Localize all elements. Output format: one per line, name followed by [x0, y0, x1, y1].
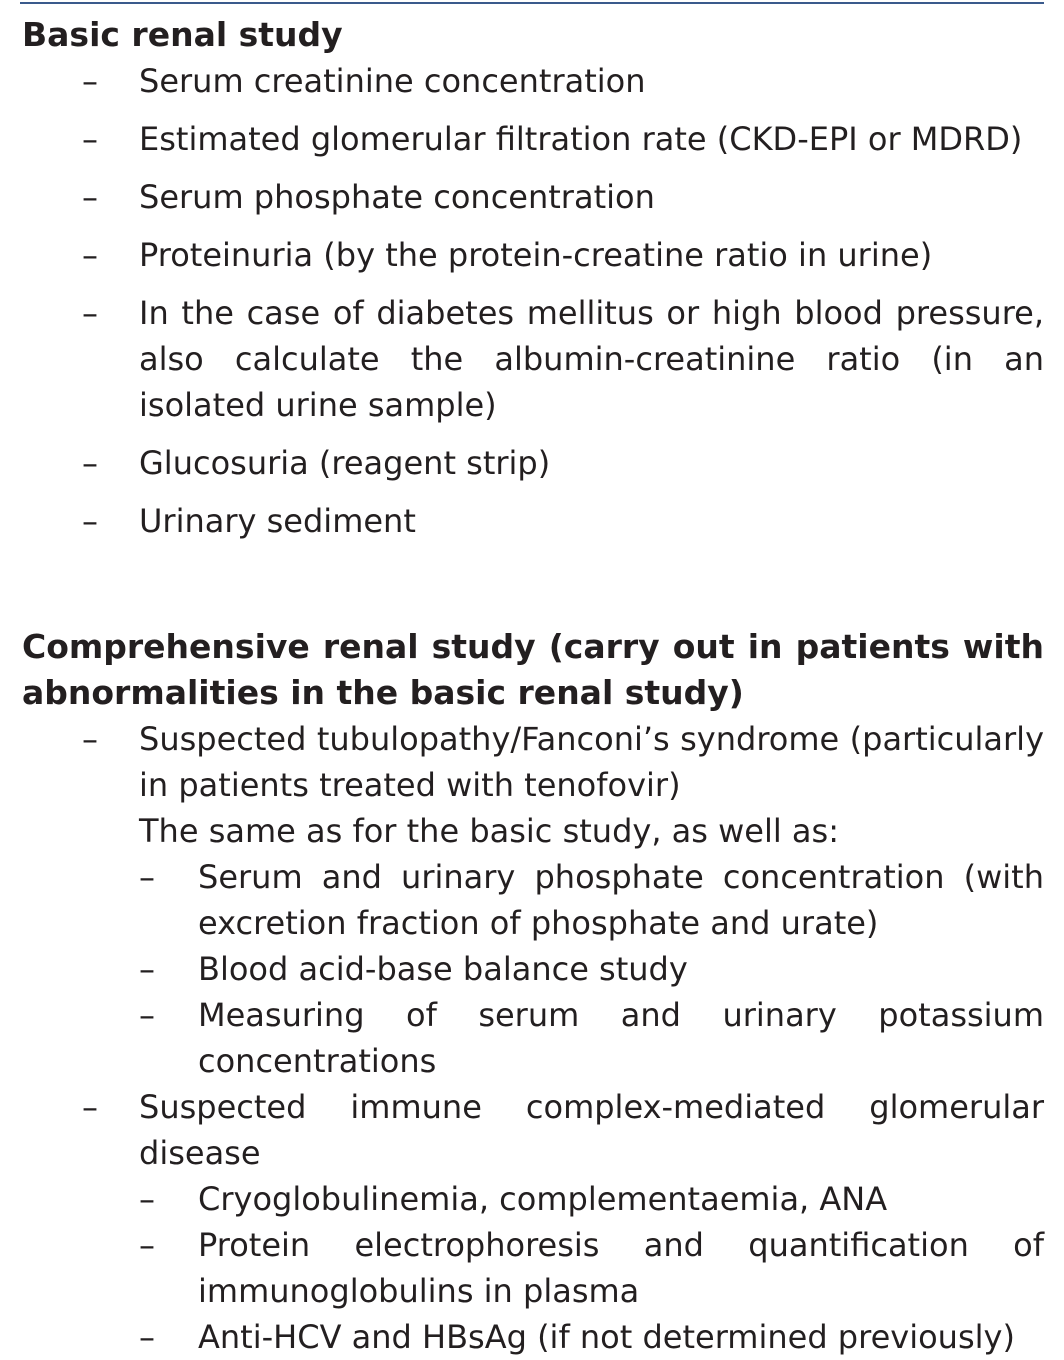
list-item-text: Glucosuria (reagent strip): [139, 444, 551, 482]
dash-bullet: –: [139, 1180, 155, 1218]
list-item-text: Urinary sediment: [139, 502, 416, 540]
dash-bullet: –: [82, 62, 98, 100]
dash-bullet: –: [82, 294, 98, 332]
list-item: [22, 232, 1044, 278]
dash-bullet: –: [139, 1226, 155, 1264]
dash-bullet: –: [82, 1088, 98, 1126]
dash-bullet: –: [139, 858, 155, 896]
list-item: [22, 174, 1044, 220]
list-item-text: Proteinuria (by the protein-creatine ratio in urine): [139, 236, 933, 274]
dash-bullet: –: [82, 444, 98, 482]
sub-list-item: [139, 1176, 1044, 1222]
renal-study-document: [22, 12, 1044, 1360]
dash-bullet: –: [139, 996, 155, 1034]
comprehensive-renal-study-list: [22, 716, 1044, 1360]
comprehensive-renal-study-heading: Comprehensive renal study (carry out in patients with abnormalities in the basic renal study): [22, 627, 1044, 712]
dash-bullet: –: [82, 720, 98, 758]
dash-bullet: –: [82, 120, 98, 158]
basic-renal-study-list: [22, 58, 1044, 544]
sub-list-item-text: Anti-HCV and HBsAg (if not determined previously): [198, 1318, 1015, 1356]
list-item-text: Estimated glomerular filtration rate (CKD-EPI or MDRD): [139, 120, 1023, 158]
list-item: [22, 498, 1044, 544]
section-spacer: [22, 556, 1044, 624]
list-item-text: Serum creatinine concentration: [139, 62, 646, 100]
list-item: [22, 58, 1044, 104]
tubulopathy-sublist: [139, 854, 1044, 1084]
sub-list-item: [139, 946, 1044, 992]
group-label: Suspected immune complex-mediated glomerular disease: [139, 1088, 1044, 1172]
sub-list-item-text: Blood acid-base balance study: [198, 950, 688, 988]
sub-list-item: [139, 992, 1044, 1084]
sub-list-item-text: Serum and urinary phosphate concentration (with excretion fraction of phosphate and urate): [198, 858, 1044, 942]
sub-list-item-text: Protein electrophoresis and quantification of immunoglobulins in plasma: [198, 1226, 1044, 1310]
list-item: [22, 440, 1044, 486]
list-item: [22, 290, 1044, 428]
list-item-text: Serum phosphate concentration: [139, 178, 655, 216]
dash-bullet: –: [139, 1318, 155, 1356]
list-item: [22, 116, 1044, 162]
top-divider: [20, 2, 1044, 4]
dash-bullet: –: [82, 178, 98, 216]
dash-bullet: –: [82, 236, 98, 274]
glomerular-disease-sublist: [139, 1176, 1044, 1360]
sub-list-item-text: Cryoglobulinemia, complementaemia, ANA: [198, 1180, 888, 1218]
dash-bullet: –: [82, 502, 98, 540]
sub-list-item: [139, 1222, 1044, 1314]
tubulopathy-group: [22, 716, 1044, 1084]
group-note: The same as for the basic study, as well as:: [139, 812, 839, 850]
dash-bullet: –: [139, 950, 155, 988]
glomerular-disease-group: [22, 1084, 1044, 1360]
sub-list-item: [139, 1314, 1044, 1360]
basic-renal-study-heading: Basic renal study: [22, 15, 343, 54]
sub-list-item: [139, 854, 1044, 946]
list-item-text: In the case of diabetes mellitus or high blood pressure, also calculate the albumin-creatinine ratio (in an isolated urine sample): [139, 294, 1044, 424]
sub-list-item-text: Measuring of serum and urinary potassium concentrations: [198, 996, 1044, 1080]
group-label: Suspected tubulopathy/Fanconi’s syndrome (particularly in patients treated with tenofovir): [139, 720, 1044, 804]
